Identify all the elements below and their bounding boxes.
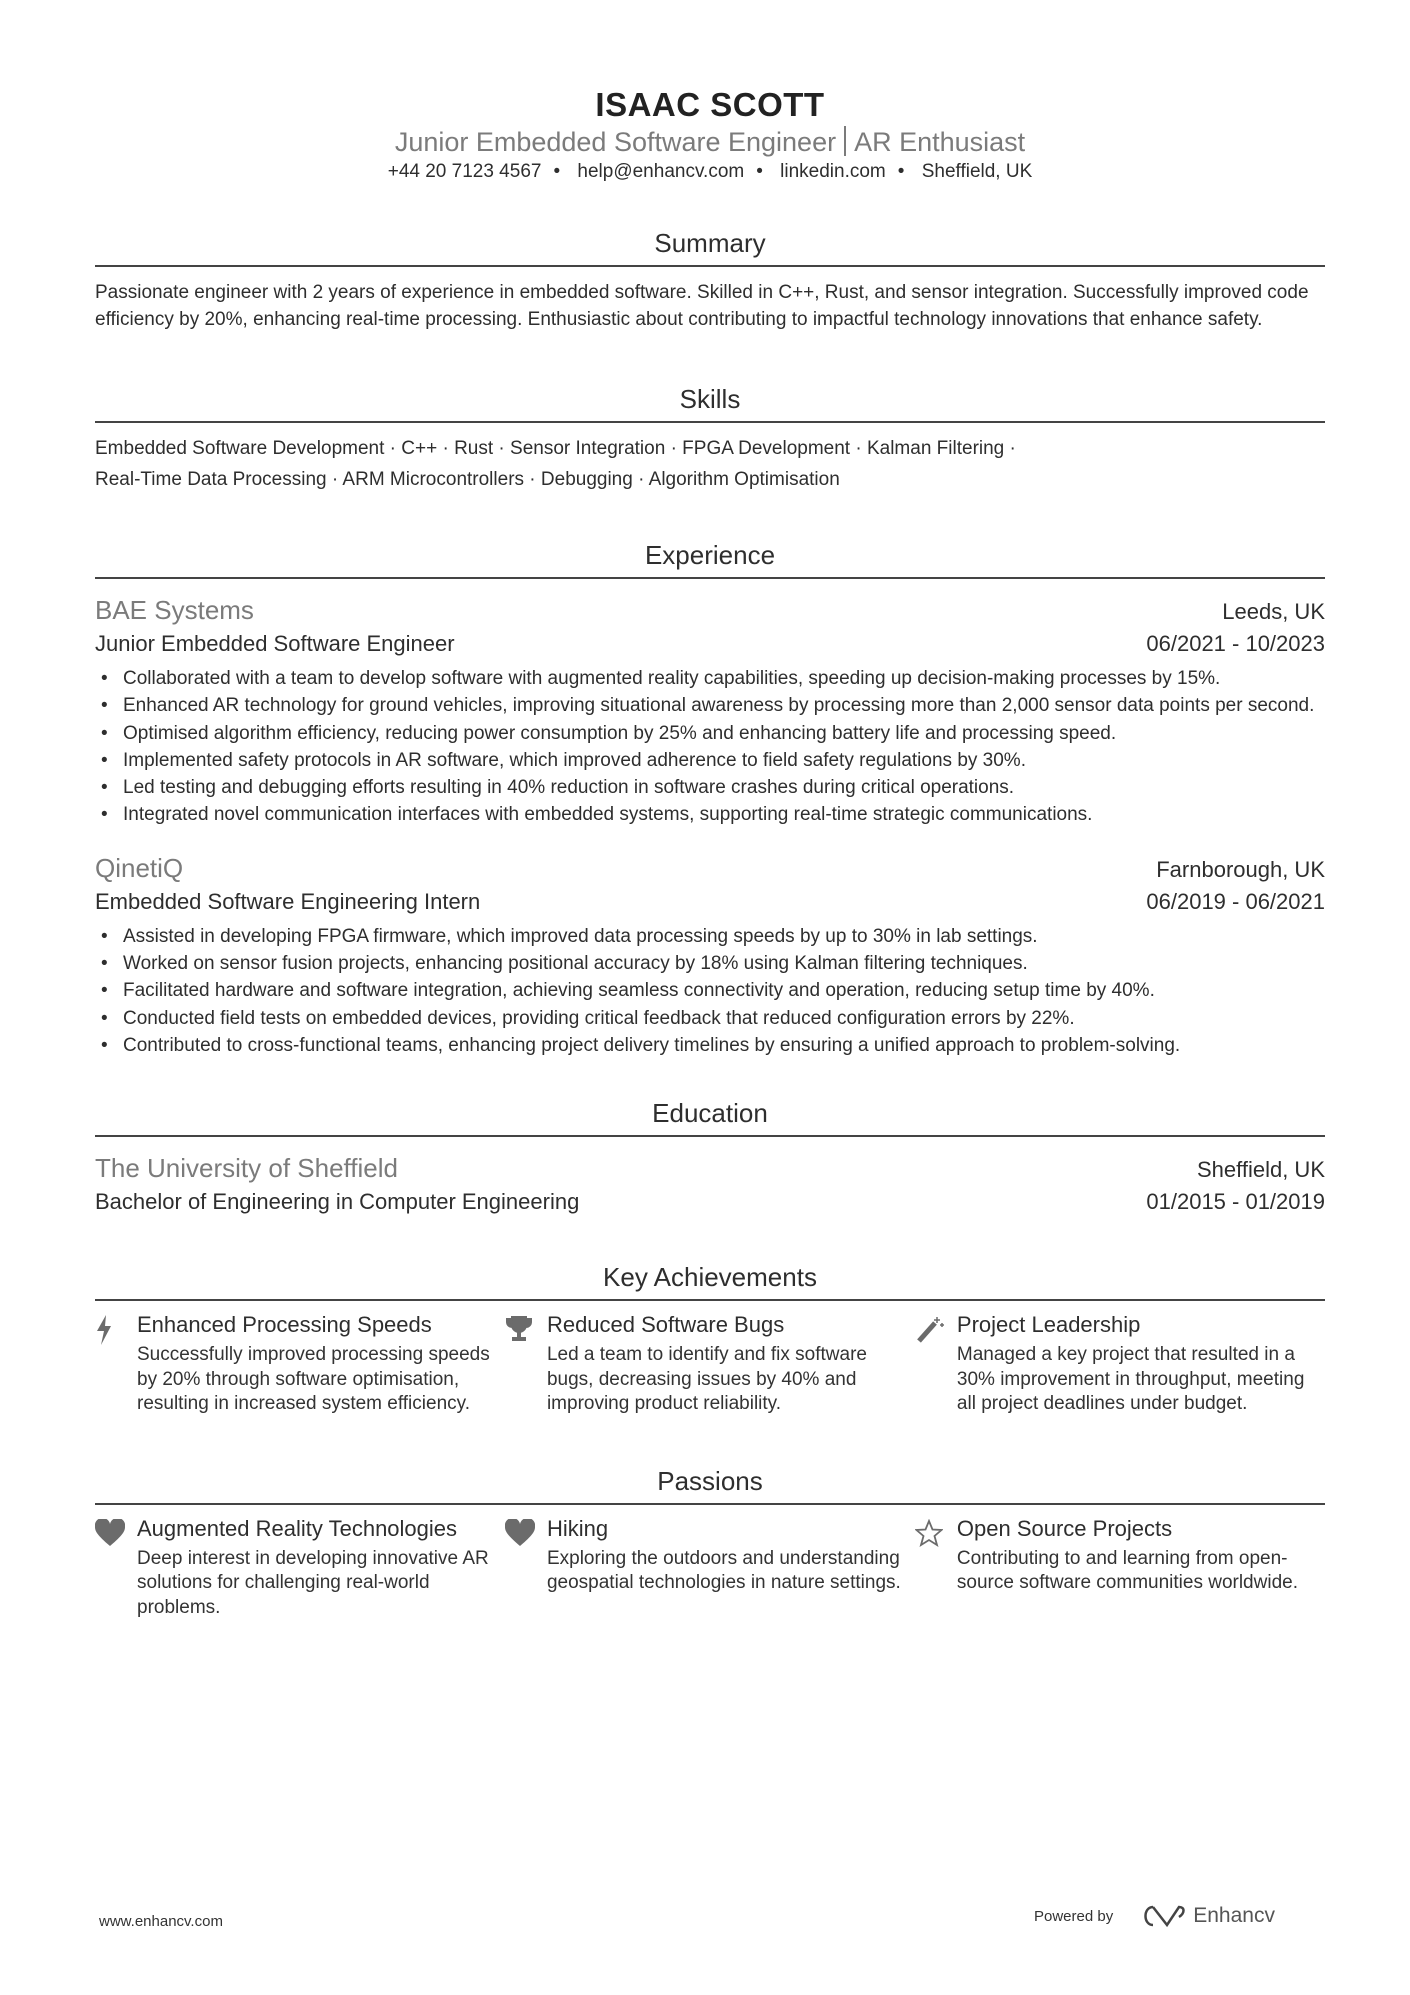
star-icon — [915, 1515, 957, 1621]
achievement — [915, 1311, 1325, 1417]
divider — [844, 126, 846, 156]
passion-title: Augmented Reality Technologies — [137, 1515, 458, 1541]
email-link[interactable]: help@enhancv.com — [577, 161, 745, 182]
job-entry — [95, 593, 1325, 829]
job-title: Embedded Software Engineering Intern — [95, 888, 481, 914]
job-title: Junior Embedded Software Engineer — [95, 631, 455, 656]
company-name: BAE Systems — [95, 595, 254, 625]
passion — [505, 1515, 915, 1621]
section-heading: Summary — [95, 227, 1325, 267]
headline-title2: AR Enthusiast — [854, 127, 1026, 157]
bullet-item: • Integrated novel communication interfaces with embedded systems, supporting real-time strategic communications. — [95, 801, 1325, 828]
skills-list — [95, 433, 1325, 495]
experience-section — [95, 539, 1325, 1059]
skills-line: Embedded Software Development · C++ · Rust · Sensor Integration · FPGA Development · Kalman Filtering · — [95, 438, 1016, 459]
location: Sheffield, UK — [921, 161, 1033, 182]
job-bullets — [95, 923, 1325, 1059]
job-dates: 06/2019 - 06/2021 — [1146, 888, 1325, 914]
achievements-section — [95, 1261, 1325, 1417]
achievement — [95, 1311, 505, 1417]
section-heading: Education — [95, 1097, 1325, 1137]
headline — [95, 125, 1325, 159]
magic-wand-icon — [915, 1311, 957, 1417]
brand-name: Enhancv — [1193, 1904, 1275, 1927]
degree: Bachelor of Engineering in Computer Engineering — [95, 1189, 580, 1215]
achievement-title: Enhanced Processing Speeds — [137, 1312, 432, 1338]
bullet-item: • Implemented safety protocols in AR software, which improved adherence to field safety regulations by 30%. — [95, 747, 1325, 774]
footer-branding — [1034, 1903, 1275, 1929]
achievement-title: Reduced Software Bugs — [546, 1312, 785, 1338]
school-name: The University of Sheffield — [95, 1153, 398, 1184]
bullet-item: • Optimised algorithm efficiency, reducing power consumption by 25% and enhancing battery life and processing speed. — [95, 720, 1325, 747]
powered-by-label: Powered by — [1034, 1907, 1114, 1925]
summary-section — [95, 227, 1325, 333]
passion — [915, 1515, 1325, 1621]
enhancv-logo-icon — [1139, 1903, 1187, 1929]
heart-icon — [505, 1515, 547, 1621]
passion-description: Exploring the outdoors and understanding geospatial technologies in nature settings. — [546, 1547, 901, 1594]
section-heading: Skills — [95, 383, 1325, 423]
job-location: Farnborough, UK — [1156, 856, 1325, 882]
achievement-description: Successfully improved processing speeds by 20% through software optimisation, resulting in increased system efficiency. — [137, 1344, 490, 1415]
summary-text: Passionate engineer with 2 years of experience in embedded software. Skilled in C++, Rust, and sensor integration. Successfully improved code efficiency by 20%, enhancing real-time processing. Enthusiastic about contributing to impactful technology innovations that enhance safety. — [95, 282, 1309, 330]
bullet-item: • Worked on sensor fusion projects, enhancing positional accuracy by 18% using Kalman filtering techniques. — [95, 950, 1325, 977]
job-bullets — [95, 665, 1325, 829]
education-dates: 01/2015 - 01/2019 — [1146, 1189, 1325, 1215]
education-entry — [95, 1151, 1325, 1217]
skills-line: Real-Time Data Processing · ARM Microcontrollers · Debugging · Algorithm Optimisation — [95, 469, 840, 490]
bullet-item: • Contributed to cross-functional teams, enhancing project delivery timelines by ensuring a unified approach to problem-solving. — [95, 1032, 1325, 1059]
school-location: Sheffield, UK — [1196, 1157, 1325, 1183]
company-name: QinetiQ — [95, 852, 184, 883]
education-section — [95, 1097, 1325, 1217]
bullet-item: • Conducted field tests on embedded devices, providing critical feedback that reduced configuration errors by 22%. — [95, 1005, 1325, 1032]
job-location: Leeds, UK — [1222, 599, 1325, 624]
achievement-description: Managed a key project that resulted in a 30% improvement in throughput, meeting all project deadlines under budget. — [956, 1344, 1305, 1415]
achievement-description: Led a team to identify and fix software bugs, decreasing issues by 40% and improving product reliability. — [546, 1344, 867, 1415]
passion — [95, 1515, 505, 1621]
section-heading: Passions — [95, 1465, 1325, 1505]
bullet-item: • Assisted in developing FPGA firmware, which improved data processing speeds by up to 30% in lab settings. — [95, 923, 1325, 950]
skills-section — [95, 383, 1325, 495]
trophy-icon — [505, 1311, 547, 1417]
section-heading: Experience — [95, 539, 1325, 579]
section-heading: Key Achievements — [95, 1261, 1325, 1301]
resume — [95, 0, 1325, 1620]
bullet-item: • Enhanced AR technology for ground vehicles, improving situational awareness by processing more than 2,000 sensor data points per second. — [95, 692, 1325, 719]
bullet-item: • Collaborated with a team to develop software with augmented reality capabilities, speeding up decision-making processes by 15%. — [95, 665, 1325, 692]
passion-title: Open Source Projects — [956, 1515, 1173, 1541]
candidate-name: ISAAC SCOTT — [595, 86, 825, 123]
job-entry — [95, 851, 1325, 1059]
job-dates: 06/2021 - 10/2023 — [1146, 631, 1325, 656]
passion-description: Deep interest in developing innovative AR solutions for challenging real-world problems. — [137, 1547, 489, 1618]
headline-title: Junior Embedded Software Engineer — [394, 127, 837, 157]
linkedin-link[interactable]: linkedin.com — [780, 161, 886, 182]
bullet-item: • Facilitated hardware and software integration, achieving seamless connectivity and operation, reducing setup time by 40%. — [95, 977, 1325, 1004]
phone: +44 20 7123 4567 — [387, 161, 542, 182]
bullet-item: • Led testing and debugging efforts resulting in 40% reduction in software crashes during critical operations. — [95, 774, 1325, 801]
contact-info: +44 20 7123 4567 • help@enhancv.com • linkedin.com • Sheffield, UK — [387, 161, 1033, 182]
footer-website[interactable]: www.enhancv.com — [99, 1913, 223, 1930]
bolt-icon — [95, 1311, 137, 1417]
achievement — [505, 1311, 915, 1417]
passion-title: Hiking — [546, 1515, 609, 1541]
heart-icon — [95, 1515, 137, 1621]
passions-section — [95, 1465, 1325, 1621]
passion-description: Contributing to and learning from open-source software communities worldwide. — [956, 1547, 1298, 1594]
achievement-title: Project Leadership — [956, 1312, 1141, 1338]
